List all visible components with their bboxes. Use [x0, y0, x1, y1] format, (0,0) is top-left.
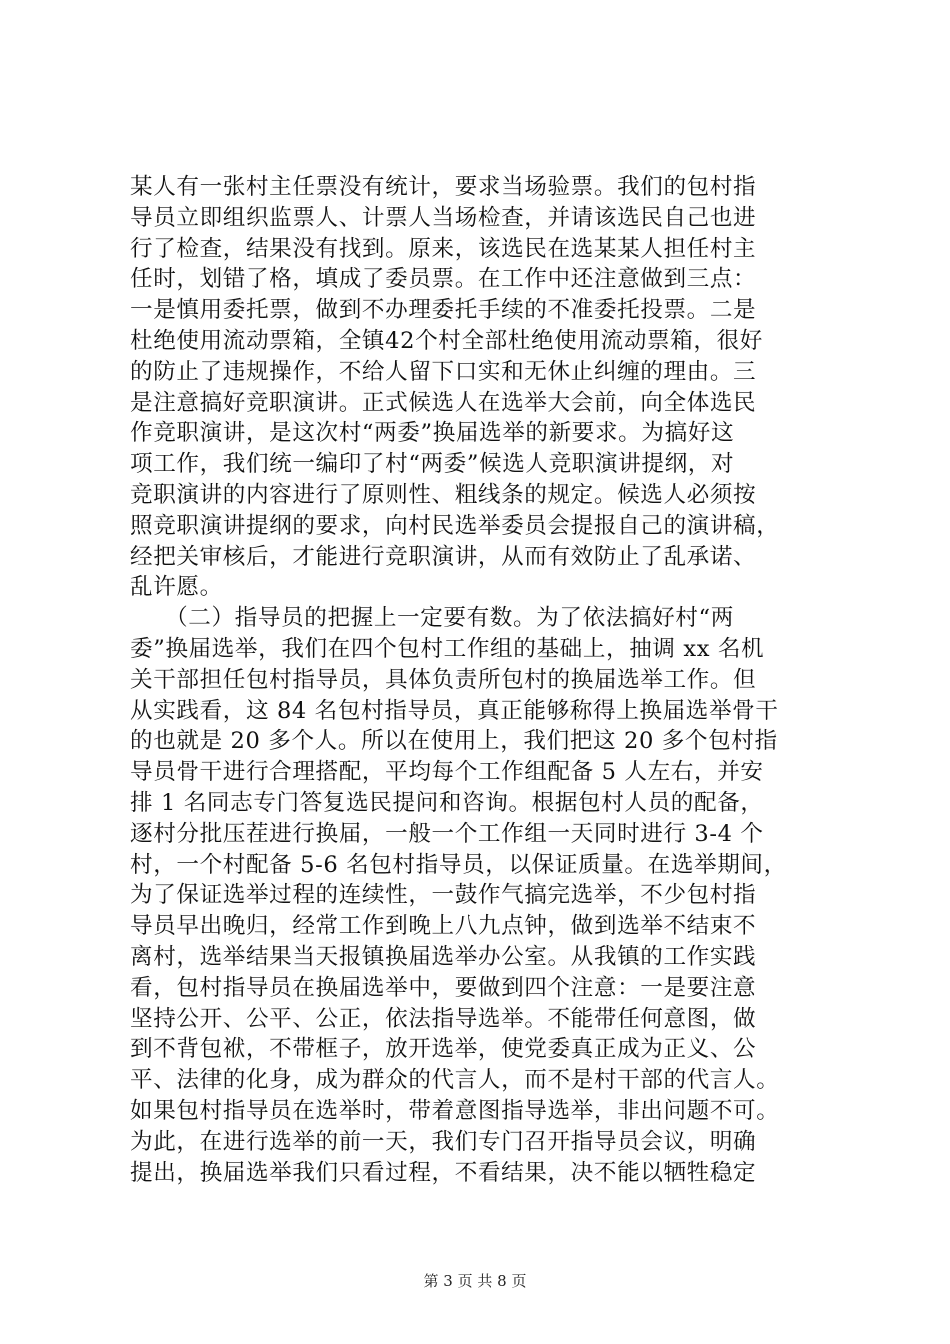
text-line: 导员骨干进行合理搭配，平均每个工作组配备 5 人左右，并安 — [130, 759, 764, 786]
text-line: 关干部担任包村指导员，具体负责所包村的换届选举工作。但 — [130, 666, 757, 693]
text-line: 村，一个村配备 5-6 名包村指导员，以保证质量。在选举期间， — [130, 851, 787, 878]
text-line: 如果包村指导员在选举时，带着意图指导选举，非出问题不可。 — [130, 1097, 780, 1124]
text-line: 为此，在进行选举的前一天，我们专门召开指导员会议，明确 — [130, 1128, 757, 1155]
body-text — [130, 172, 850, 1188]
text-line: 平、法律的化身，成为群众的代言人，而不是村干部的代言人。 — [130, 1067, 780, 1094]
text-line: 排 1 名同志专门答复选民提问和咨询。根据包村人员的配备， — [130, 789, 764, 816]
text-line: 作竞职演讲，是这次村“两委”换届选举的新要求。为搞好这 — [130, 420, 735, 447]
text-line: 委”换届选举，我们在四个包村工作组的基础上，抽调 xx 名机 — [130, 635, 765, 662]
text-line: 经把关审核后，才能进行竞职演讲，从而有效防止了乱承诺、 — [130, 543, 757, 570]
page-number-footer: 第 3 页 共 8 页 — [423, 1272, 527, 1290]
text-line: 坚持公开、公平、公正，依法指导选举。不能带任何意图，做 — [130, 1005, 757, 1032]
text-line: 照竞职演讲提纲的要求，向村民选举委员会提报自己的演讲稿， — [130, 512, 780, 539]
text-line: 提出，换届选举我们只看过程，不看结果，决不能以牺牲稳定 — [130, 1159, 757, 1186]
text-line: 看，包村指导员在换届选举中，要做到四个注意：一是要注意 — [130, 974, 757, 1001]
text-line: 的防止了违规操作，不给人留下口实和无休止纠缠的理由。三 — [130, 358, 757, 385]
text-line: 某人有一张村主任票没有统计，要求当场验票。我们的包村指 — [130, 174, 757, 200]
text-line: 杜绝使用流动票箱，全镇42个村全部杜绝使用流动票箱，很好 — [130, 327, 763, 354]
text-line: 项工作，我们统一编印了村“两委”候选人竞职演讲提纲，对 — [130, 451, 735, 478]
text-line: 任时，划错了格，填成了委员票。在工作中还注意做到三点： — [130, 266, 757, 293]
text-line: 乱许愿。 — [130, 574, 223, 601]
text-line: 逐村分批压茬进行换届，一般一个工作组一天同时进行 3-4 个 — [130, 820, 764, 847]
text-line: （二）指导员的把握上一定要有数。为了依法搞好村“两 — [130, 605, 734, 632]
text-line: 的也就是 20 多个人。所以在使用上，我们把这 20 多个包村指 — [130, 728, 778, 755]
text-line: 竞职演讲的内容进行了原则性、粗线条的规定。候选人必须按 — [130, 481, 757, 508]
text-line: 行了检查，结果没有找到。原来，该选民在选某某人担任村主 — [130, 235, 757, 262]
text-line: 为了保证选举过程的连续性，一鼓作气搞完选举，不少包村指 — [130, 882, 757, 909]
text-line: 离村，选举结果当天报镇换届选举办公室。从我镇的工作实践 — [130, 943, 757, 970]
text-line: 导员立即组织监票人、计票人当场检查，并请该选民自己也进 — [130, 204, 757, 231]
text-line: 导员早出晚归，经常工作到晚上八九点钟，做到选举不结束不 — [130, 913, 757, 940]
text-line: 从实践看，这 84 名包村指导员，真正能够称得上换届选举骨干 — [130, 697, 779, 724]
text-line: 到不背包袱，不带框子，放开选举，使党委真正成为正义、公 — [130, 1036, 757, 1063]
text-line: 是注意搞好竞职演讲。正式候选人在选举大会前，向全体选民 — [130, 389, 757, 416]
text-line: 一是慎用委托票，做到不办理委托手续的不准委托投票。二是 — [130, 297, 757, 324]
